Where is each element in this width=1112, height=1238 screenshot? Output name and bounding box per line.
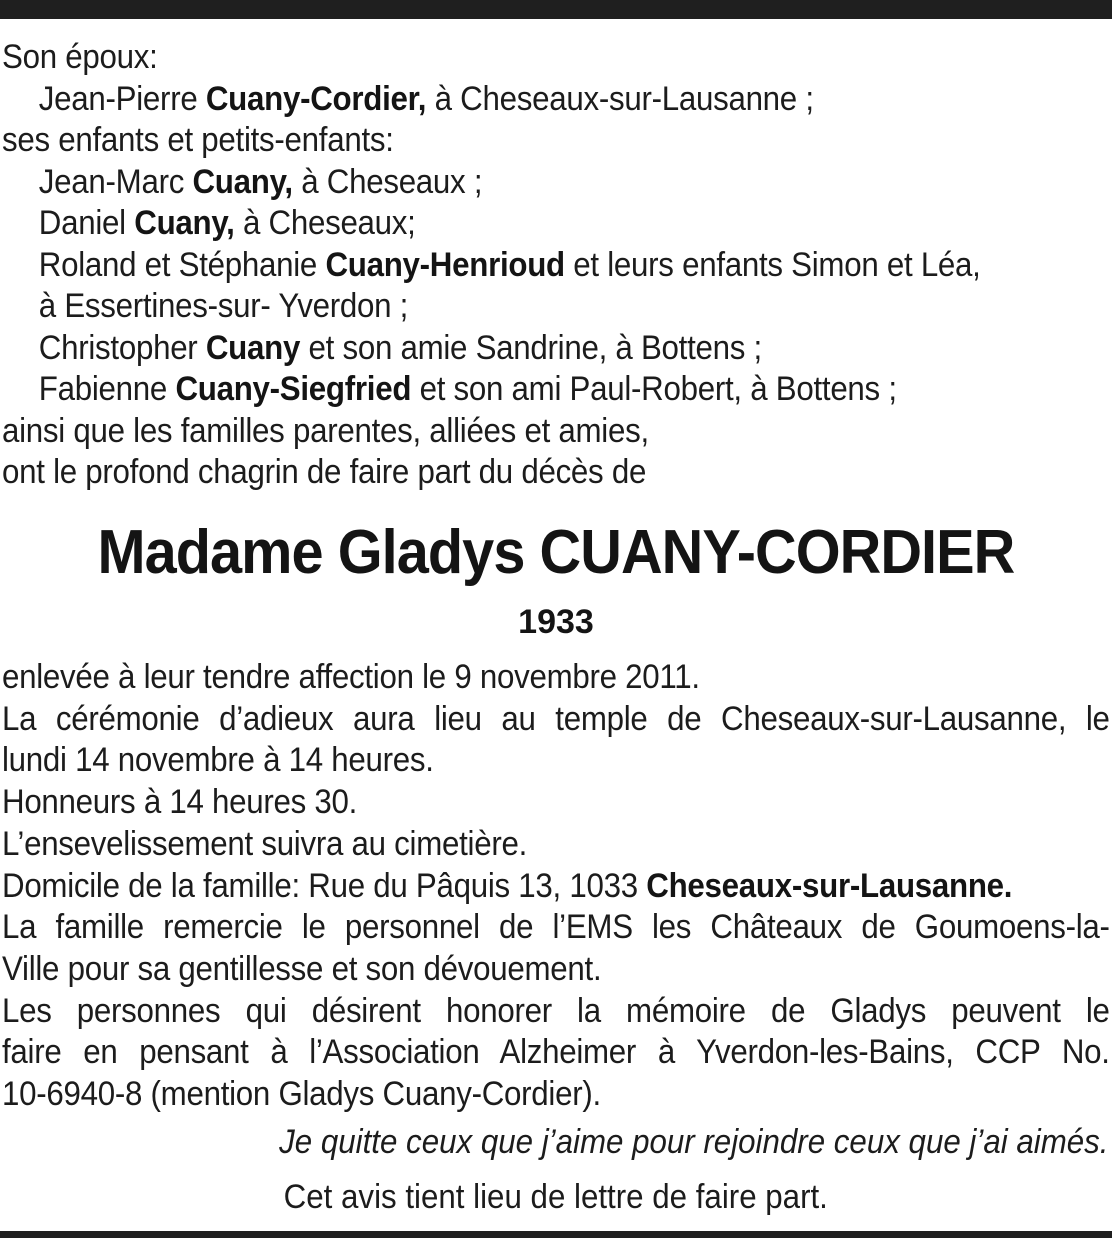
family-member	[2, 162, 1110, 204]
family-member	[2, 245, 1110, 287]
domicile-town: Cheseaux-sur-Lausanne.	[646, 866, 1013, 905]
member-details: et leurs enfants Simon et Léa,	[564, 245, 981, 284]
family-member-continuation: à Essertines-sur- Yverdon ;	[38, 287, 409, 325]
member-first-name: Roland et Stéphanie	[38, 245, 326, 284]
children-intro: ses enfants et petits-enfants:	[2, 121, 394, 159]
family-list	[2, 37, 1110, 494]
family-member	[2, 203, 1110, 245]
announcement-line: ont le profond chagrin de faire part du décès de	[2, 453, 647, 491]
spouse-first-name: Jean-Pierre	[38, 79, 206, 118]
birth-year: 1933	[518, 603, 594, 641]
ceremony-line-1: La cérémonie d’adieux aura lieu au temple de Cheseaux-sur-Lausanne, le	[2, 699, 1110, 738]
member-last-name: Cuany-Henrioud	[325, 245, 565, 284]
member-details: et son ami Paul-Robert, à Bottens ;	[411, 370, 897, 408]
thanks-line-1: La famille remercie le personnel de l’EMS les Châteaux de Goumoens-la-	[2, 908, 1110, 947]
domicile-line	[2, 866, 1110, 908]
donation-line-1: Les personnes qui désirent honorer la mémoire de Gladys peuvent le	[2, 991, 1110, 1030]
deceased-block	[0, 516, 1112, 642]
donation-line-3: 10-6940-8 (mention Gladys Cuany-Cordier).	[2, 1075, 601, 1114]
member-last-name: Cuany,	[134, 204, 235, 242]
member-first-name: Fabienne	[38, 370, 176, 408]
thanks-line-2: Ville pour sa gentillesse et son dévouement.	[2, 949, 602, 988]
member-last-name: Cuany	[205, 328, 301, 367]
member-details: à Cheseaux;	[234, 204, 416, 242]
closing-note: Cet avis tient lieu de lettre de faire part.	[283, 1178, 829, 1216]
closing-note-block	[0, 1177, 1112, 1217]
top-rule	[0, 0, 1112, 19]
family-member	[2, 369, 1110, 411]
donation-line-2: faire en pensant à l’Association Alzheimer à Yverdon-les-Bains, CCP No.	[2, 1033, 1110, 1072]
bottom-rule	[0, 1231, 1112, 1238]
death-line: enlevée à leur tendre affection le 9 novembre 2011.	[2, 658, 700, 696]
ceremony-line-2: lundi 14 novembre à 14 heures.	[2, 741, 434, 780]
relatives-line: ainsi que les familles parentes, alliées et amies,	[2, 411, 649, 450]
burial-line: L’ensevelissement suivra au cimetière.	[2, 824, 528, 863]
member-details: à Cheseaux ;	[292, 162, 483, 201]
deceased-name: Madame Gladys CUANY-CORDIER	[97, 518, 1015, 587]
spouse-intro: Son époux:	[2, 38, 158, 76]
spouse-last-name: Cuany-Cordier,	[205, 79, 427, 118]
member-last-name: Cuany,	[192, 162, 293, 201]
honours-line: Honneurs à 14 heures 30.	[2, 783, 358, 822]
member-last-name: Cuany-Siegfried	[175, 370, 412, 408]
member-details: et son amie Sandrine, à Bottens ;	[300, 328, 762, 367]
spouse-line	[2, 79, 1110, 121]
funeral-details	[2, 657, 1110, 1116]
member-first-name: Christopher	[38, 328, 206, 367]
family-member	[2, 328, 1110, 370]
member-first-name: Daniel	[38, 204, 135, 242]
memorial-quote: Je quitte ceux que j’aime pour rejoindre ceux que j’ai aimés.	[278, 1123, 1108, 1161]
spouse-place: à Cheseaux-sur-Lausanne ;	[426, 79, 814, 118]
domicile-address: Domicile de la famille: Rue du Pâquis 13, 1033	[2, 866, 647, 905]
member-first-name: Jean-Marc	[38, 162, 193, 201]
